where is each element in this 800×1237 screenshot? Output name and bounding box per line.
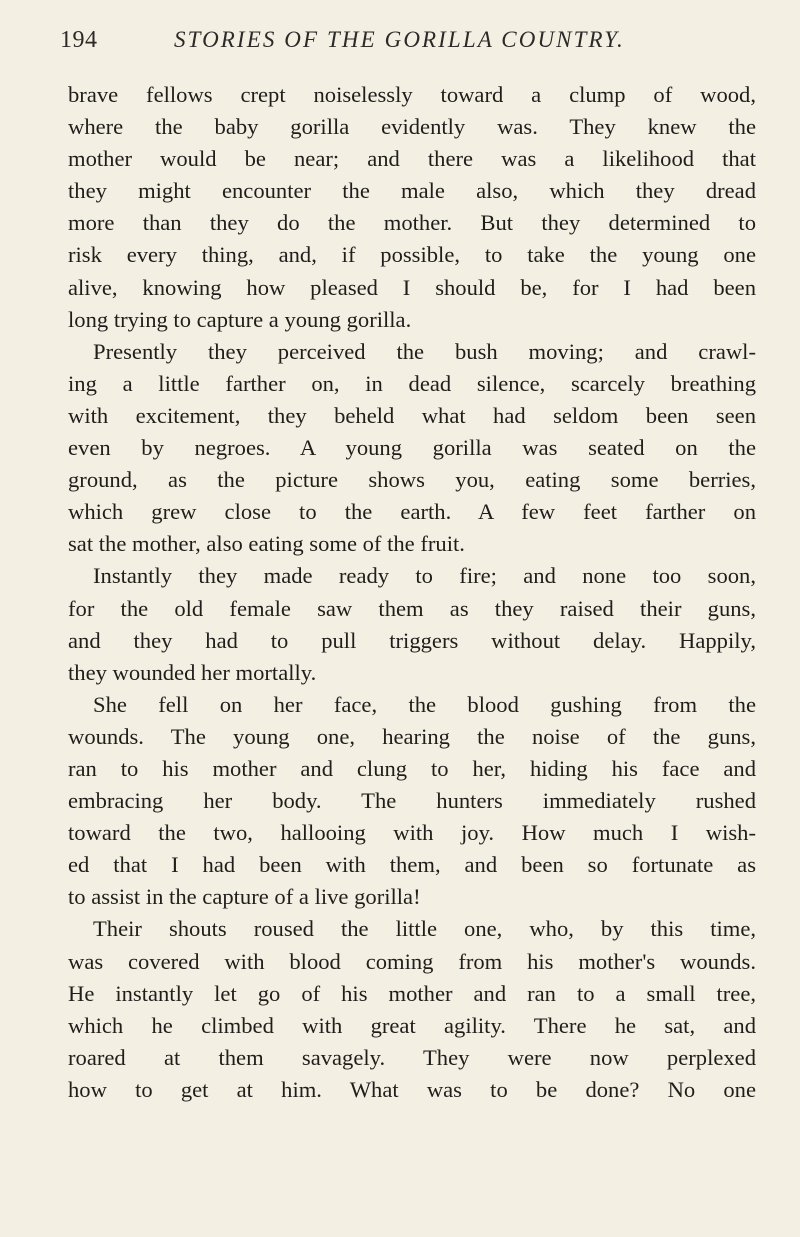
text-line: brave fellows crept noiselessly toward a clump of wood, (68, 82, 756, 107)
text-line: how to get at him. What was to be done? No one (68, 1076, 756, 1102)
body-text (68, 79, 756, 1106)
text-line: mother would be near; and there was a likelihood that (68, 146, 756, 172)
text-line: ground, as the picture shows you, eating some berries, (68, 467, 756, 493)
text-line: with excitement, they beheld what had seldom been seen (68, 402, 756, 428)
text-line: ing a little farther on, in dead silence, scarcely breathing (68, 370, 756, 396)
text-line: which grew close to the earth. A few feet farther on (68, 499, 756, 525)
text-line: long trying to capture a young gorilla. (68, 306, 412, 332)
text-line: ed that I had been with them, and been so fortunate as (68, 852, 756, 878)
text-line: wounds. The young one, hearing the noise of the guns, (68, 723, 756, 749)
text-line: alive, knowing how pleased I should be, for I had been (68, 274, 756, 300)
paragraph-first-line: Presently they perceived the bush moving; and crawl- (93, 338, 756, 364)
page-number: 194 (60, 27, 98, 53)
text-line: and they had to pull triggers without delay. Happily, (68, 627, 756, 653)
text-line: for the old female saw them as they raised their guns, (68, 595, 756, 621)
text-line: was covered with blood coming from his mother's wounds. (68, 948, 756, 974)
text-line: roared at them savagely. They were now perplexed (68, 1044, 756, 1070)
text-line: sat the mother, also eating some of the fruit. (68, 531, 465, 557)
text-line: to assist in the capture of a live gorilla! (68, 884, 421, 910)
text-line: ran to his mother and clung to her, hiding his face and (68, 755, 756, 781)
text-line: where the baby gorilla evidently was. They knew the (68, 114, 756, 140)
running-head: STORIES OF THE GORILLA COUNTRY. (174, 27, 625, 52)
text-line: more than they do the mother. But they determined to (68, 210, 756, 236)
paragraph-first-line: Instantly they made ready to fire; and none too soon, (93, 563, 756, 589)
text-line: even by negroes. A young gorilla was seated on the (68, 435, 756, 461)
text-line: they might encounter the male also, which they dread (68, 178, 756, 204)
text-line: He instantly let go of his mother and ran to a small tree, (68, 980, 756, 1006)
text-line: embracing her body. The hunters immediately rushed (68, 788, 756, 814)
text-line: risk every thing, and, if possible, to take the young one (68, 242, 756, 268)
paragraph-first-line: She fell on her face, the blood gushing from the (93, 691, 756, 717)
text-line: which he climbed with great agility. There he sat, and (68, 1012, 756, 1038)
paragraph-first-line: Their shouts roused the little one, who, by this time, (93, 916, 756, 942)
text-line: they wounded her mortally. (68, 659, 317, 685)
text-line: toward the two, hallooing with joy. How much I wish- (68, 820, 756, 846)
page-header (60, 22, 760, 58)
